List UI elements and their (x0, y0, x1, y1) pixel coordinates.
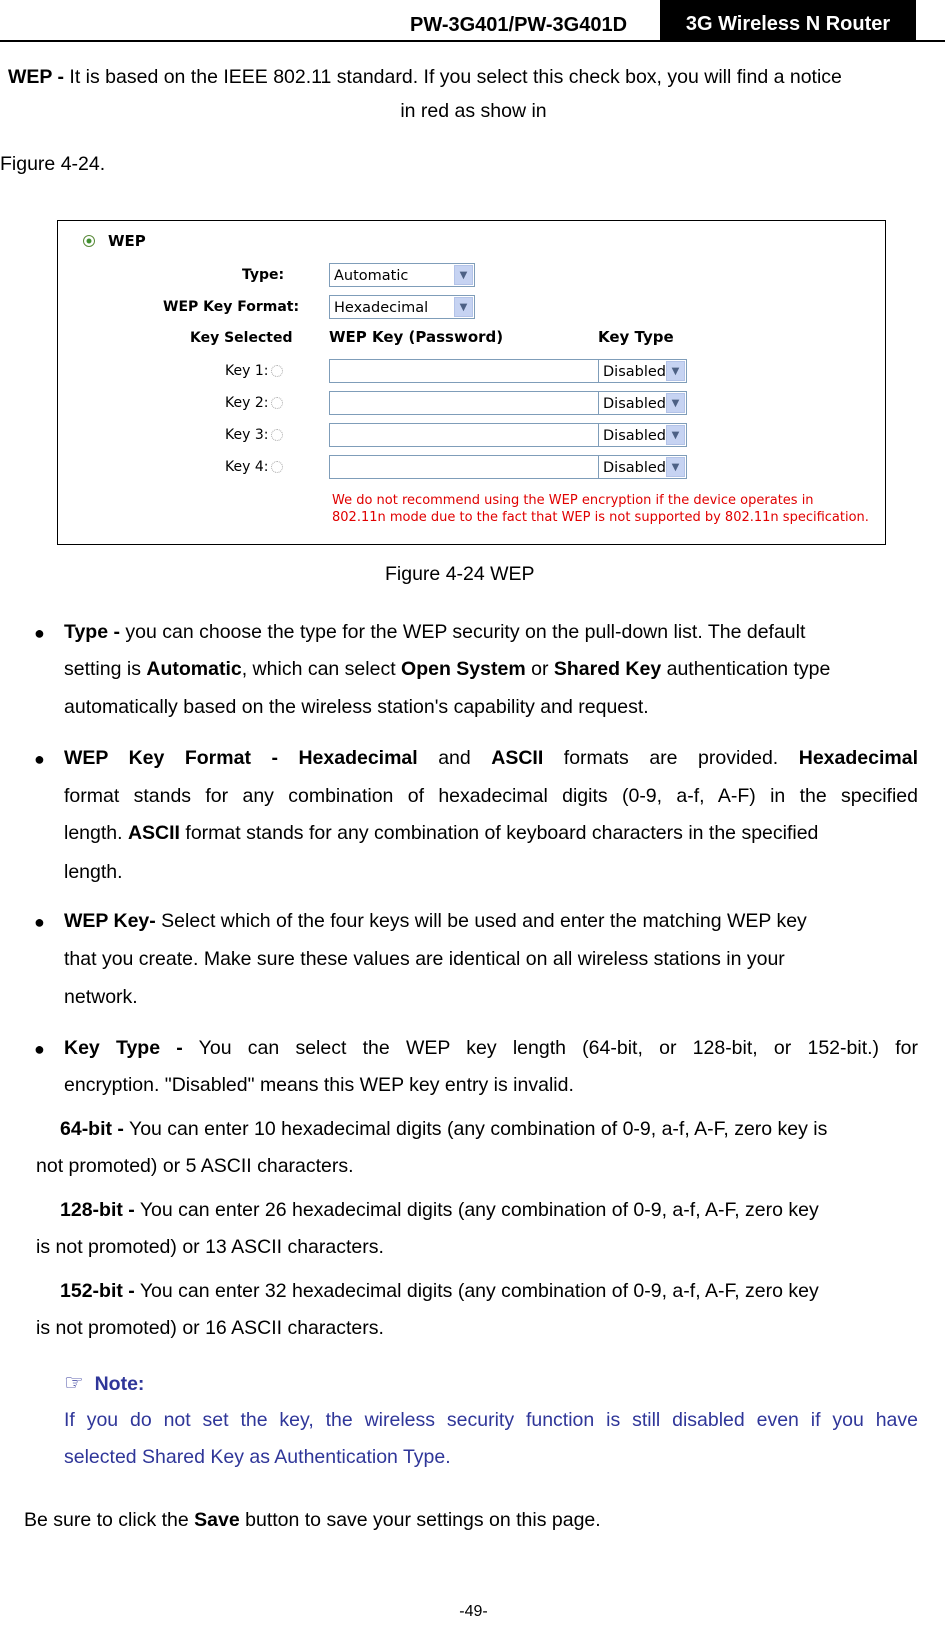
warning-line-1: We do not recommend using the WEP encryption if the device operates in (332, 493, 814, 508)
key-2-type: Disabled (603, 396, 666, 412)
intro-term: WEP - (8, 66, 64, 88)
keytype-line-2: encryption. "Disabled" means this WEP key entry is invalid. (64, 1074, 574, 1096)
key-1-input[interactable] (329, 359, 601, 383)
bullet-icon: ● (34, 623, 45, 643)
type-line-1 (64, 614, 918, 651)
t: You can enter 26 hexadecimal digits (any combination of 0-9, a-f, A-F, zero key (134, 1199, 819, 1221)
page-header (0, 0, 947, 42)
format-select[interactable] (329, 295, 475, 319)
format-line-4: length. (64, 861, 123, 883)
key-selected-header: Key Selected (190, 330, 293, 346)
wep-warning (332, 492, 869, 526)
key-3-label: Key 3: (225, 427, 269, 443)
t: ASCII (491, 747, 544, 769)
keytype-line-1 (64, 1030, 918, 1067)
t: You can enter 10 hexadecimal digits (any combination of 0-9, a-f, A-F, zero key is (123, 1118, 828, 1140)
note-line-2: selected Shared Key as Authentication Type. (64, 1446, 451, 1468)
key-2-type-select[interactable] (598, 391, 687, 415)
wep-radio[interactable] (83, 235, 95, 247)
key-4-radio[interactable] (271, 461, 283, 473)
figure-caption: Figure 4-24 WEP (385, 563, 535, 585)
key-line-2: that you create. Make sure these values are identical on all wireless stations in your (64, 948, 785, 970)
key-1-label: Key 1: (225, 363, 269, 379)
type-value: Automatic (334, 268, 409, 284)
t-automatic: Automatic (146, 658, 242, 680)
format-label: WEP Key Format: (163, 299, 300, 315)
bullet-icon: ● (34, 749, 45, 769)
chevron-down-icon: ▼ (666, 361, 685, 381)
intro-line-1 (8, 59, 938, 96)
len-152-line-1 (60, 1273, 926, 1310)
note-line-1: If you do not set the key, the wireless security function is still disabled even if you have (64, 1409, 918, 1431)
t: Select which of the four keys will be used and enter the matching WEP key (155, 910, 807, 932)
intro-line-2: in red as show in (400, 100, 547, 122)
chevron-down-icon: ▼ (666, 425, 685, 445)
note-heading (64, 1364, 144, 1403)
len-152-line-2: is not promoted) or 16 ASCII characters. (36, 1317, 384, 1339)
len-128-line-2: is not promoted) or 13 ASCII characters. (36, 1236, 384, 1258)
page-number: -49- (459, 1603, 488, 1620)
key-type-header: Key Type (598, 328, 674, 346)
intro-text: It is based on the IEEE 802.11 standard. If you select this check box, you will find a notice (63, 66, 842, 88)
format-value: Hexadecimal (334, 300, 429, 316)
key-4-type: Disabled (603, 460, 666, 476)
wep-figure (57, 220, 886, 545)
header-rule (0, 40, 945, 42)
warning-line-2: 802.11n mode due to the fact that WEP is not supported by 802.11n specification. (332, 510, 869, 525)
type-line-2 (64, 651, 918, 688)
t: ASCII (127, 822, 180, 844)
key-4-input[interactable] (329, 455, 601, 479)
t-shared-key: Shared Key (553, 658, 662, 680)
key-3-type-select[interactable] (598, 423, 687, 447)
keytype-term: Key Type - (64, 1037, 183, 1059)
key-line-3: network. (64, 986, 138, 1008)
len-64-line-2: not promoted) or 5 ASCII characters. (36, 1155, 354, 1177)
t: You can enter 32 hexadecimal digits (any combination of 0-9, a-f, A-F, zero key (134, 1280, 819, 1302)
key-4-label: Key 4: (225, 459, 269, 475)
len-64-line-1 (60, 1111, 926, 1148)
format-line-1 (64, 740, 918, 777)
t: Hexadecimal (798, 747, 918, 769)
pointing-hand-icon: ☞ (64, 1370, 84, 1395)
intro-line-3: Figure 4-24. (0, 153, 106, 175)
key-3-input[interactable] (329, 423, 601, 447)
model-name: PW-3G401/PW-3G401D (410, 14, 628, 36)
format-line-2: format stands for any combination of hexadecimal digits (0-9, a-f, A-F) in the specified (64, 785, 918, 807)
format-line-3 (64, 815, 918, 852)
chevron-down-icon: ▼ (454, 265, 473, 285)
t: 128-bit - (60, 1199, 135, 1221)
t: format stands for any combination of keyboard characters in the specified (179, 822, 819, 844)
t: and (417, 747, 492, 769)
t: Be sure to click the (24, 1509, 195, 1531)
key-1-radio[interactable] (271, 365, 283, 377)
t: formats are provided. (543, 747, 799, 769)
save-line (24, 1502, 601, 1539)
t: 152-bit - (60, 1280, 135, 1302)
key-4-type-select[interactable] (598, 455, 687, 479)
chevron-down-icon: ▼ (454, 297, 473, 317)
t: You can select the WEP key length (64-bit, or 128-bit, or 152-bit.) for (182, 1037, 919, 1059)
key-1-type: Disabled (603, 364, 666, 380)
key-3-type: Disabled (603, 428, 666, 444)
bullet-icon: ● (34, 912, 45, 932)
key-3-radio[interactable] (271, 429, 283, 441)
type-term: Type - (64, 621, 120, 643)
key-term: WEP Key- (64, 910, 156, 932)
t: WEP Key Format - Hexadecimal (64, 747, 418, 769)
t: , which can select (241, 658, 402, 680)
t: authentication type (661, 658, 831, 680)
type-text-1: you can choose the type for the WEP security on the pull-down list. The default (119, 621, 806, 643)
key-1-type-select[interactable] (598, 359, 687, 383)
save-word: Save (194, 1509, 240, 1531)
type-label: Type: (242, 267, 285, 283)
key-line-1 (64, 903, 807, 940)
product-tab: 3G Wireless N Router (660, 0, 916, 40)
t: 64-bit - (60, 1118, 124, 1140)
t: or (525, 658, 554, 680)
key-2-radio[interactable] (271, 397, 283, 409)
len-128-line-1 (60, 1192, 926, 1229)
wep-key-header: WEP Key (Password) (329, 328, 504, 346)
t: length. (64, 822, 128, 844)
note-title: Note: (94, 1373, 145, 1395)
wep-label: WEP (108, 232, 146, 250)
type-line-3: automatically based on the wireless station's capability and request. (64, 696, 649, 718)
t-open-system: Open System (401, 658, 526, 680)
key-2-label: Key 2: (225, 395, 269, 411)
chevron-down-icon: ▼ (666, 393, 685, 413)
t: button to save your settings on this page. (239, 1509, 601, 1531)
key-2-input[interactable] (329, 391, 601, 415)
bullet-icon: ● (34, 1039, 45, 1059)
t: setting is (64, 658, 147, 680)
chevron-down-icon: ▼ (666, 457, 685, 477)
type-select[interactable] (329, 263, 475, 287)
